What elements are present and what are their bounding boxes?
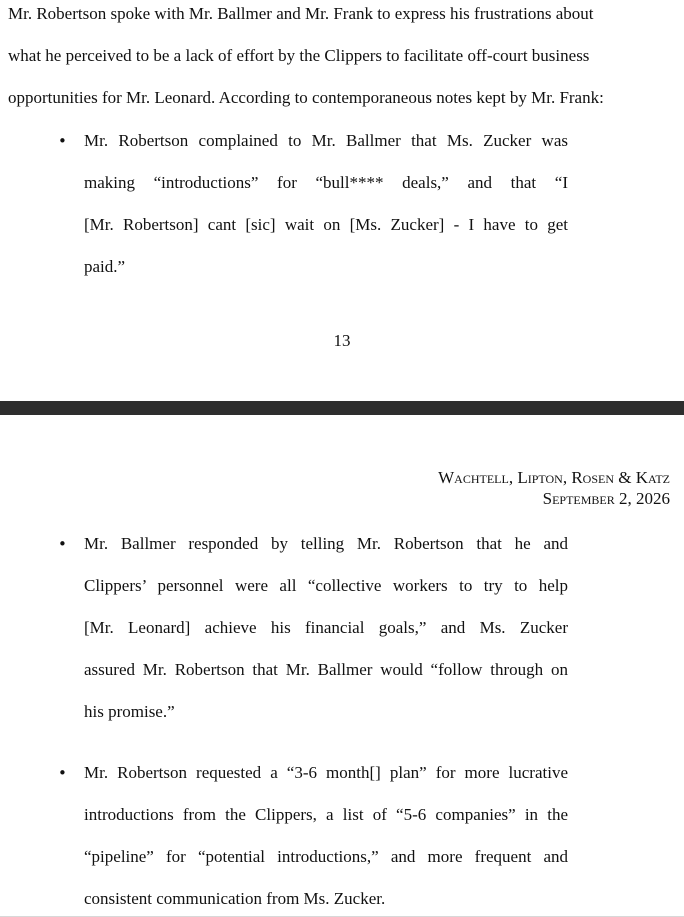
paragraph-line: Mr. Robertson spoke with Mr. Ballmer and Mr. Frank to express his frustrations about	[8, 4, 594, 23]
quote-line: [Mr. Robertson] cant [sic] wait on [Ms. Zucker] - I have to get	[84, 215, 568, 234]
firm-header: Wachtell, Lipton, Rosen & Katz	[438, 468, 670, 487]
page-separator	[0, 401, 684, 415]
quote-line: his promise.”	[84, 702, 175, 721]
quote-line: Mr. Robertson requested a “3-6 month[] plan” for more lucrative	[84, 763, 568, 782]
bullet-icon: •	[58, 132, 67, 150]
quote-line: Mr. Ballmer responded by telling Mr. Robertson that he and	[84, 534, 568, 553]
quote-line: assured Mr. Robertson that Mr. Ballmer would “follow through on	[84, 660, 568, 679]
bullet-icon: •	[58, 764, 67, 782]
paragraph-line: what he perceived to be a lack of effort by the Clippers to facilitate off-court business	[8, 46, 590, 65]
quote-line: paid.”	[84, 257, 126, 276]
quote-line: introductions from the Clippers, a list of “5-6 companies” in the	[84, 805, 568, 824]
page-number: 13	[333, 331, 351, 350]
document-page-bottom	[0, 415, 684, 917]
quote-line: making “introductions” for “bull**** deals,” and that “I	[84, 173, 568, 192]
quote-line: Mr. Robertson complained to Mr. Ballmer that Ms. Zucker was	[84, 131, 568, 150]
quote-line: consistent communication from Ms. Zucker.	[84, 889, 386, 908]
paragraph-line: opportunities for Mr. Leonard. According to contemporaneous notes kept by Mr. Frank:	[8, 88, 604, 107]
date-header: September 2, 2026	[542, 489, 670, 508]
document-page-top	[0, 0, 684, 401]
quote-line: “pipeline” for “potential introductions,” and more frequent and	[84, 847, 568, 866]
quote-line: Clippers’ personnel were all “collective workers to try to help	[84, 576, 568, 595]
bullet-icon: •	[58, 535, 67, 553]
quote-line: [Mr. Leonard] achieve his financial goals,” and Ms. Zucker	[84, 618, 568, 637]
